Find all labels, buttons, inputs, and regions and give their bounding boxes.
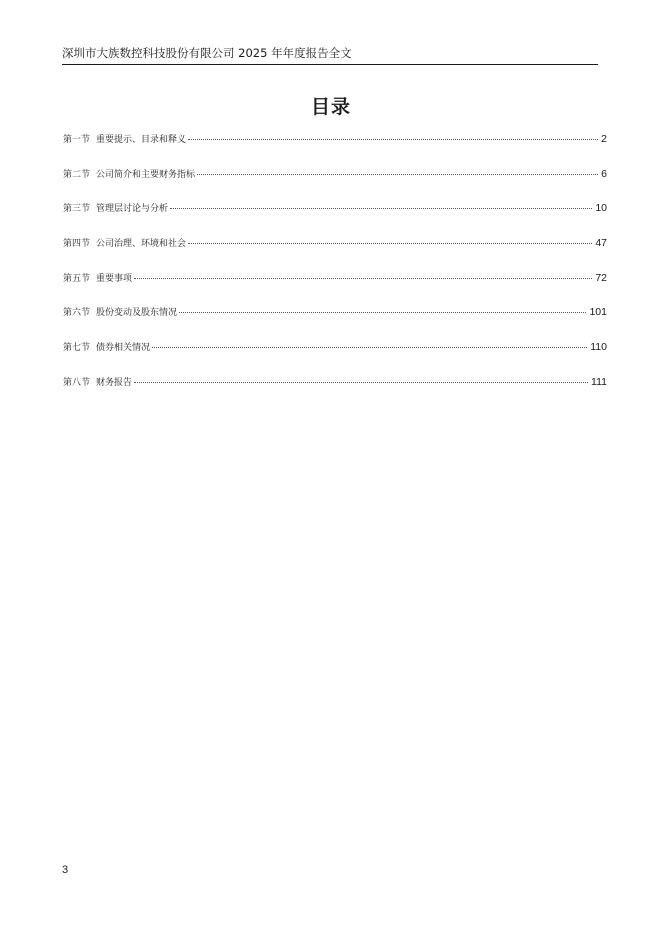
page-header (62, 46, 598, 65)
toc-section-heading: 公司简介和主要财务指标 (96, 169, 196, 180)
report-title: 深圳市大族数控科技股份有限公司 2025 年年度报告全文 (62, 46, 352, 60)
toc-page-number: 47 (595, 237, 607, 250)
toc-dot-leader (179, 312, 586, 313)
toc-section-number: 第八节 (63, 377, 91, 388)
toc-entry[interactable] (63, 305, 607, 340)
toc-section-number: 第一节 (63, 135, 91, 145)
toc-entry[interactable] (63, 271, 607, 306)
toc-page-number: 110 (590, 341, 607, 354)
toc-section-heading: 管理层讨论与分析 (96, 204, 169, 215)
toc-section-heading: 债券相关情况 (96, 343, 151, 354)
toc-section-number: 第五节 (63, 273, 91, 284)
toc-dot-leader (134, 278, 592, 279)
toc-section-heading: 股份变动及股东情况 (96, 308, 178, 319)
toc-dot-leader (170, 208, 592, 209)
toc-section-number: 第七节 (63, 343, 91, 354)
toc-page-number: 101 (589, 306, 607, 319)
toc-list (63, 132, 607, 410)
toc-entry[interactable] (63, 236, 607, 271)
toc-section-number: 第三节 (63, 204, 91, 215)
page-number: 3 (62, 864, 69, 876)
toc-section-heading: 重要事项 (96, 273, 133, 284)
toc-dot-leader (134, 382, 588, 383)
toc-section-heading: 财务报告 (96, 377, 133, 388)
toc-title: 目录 (310, 96, 351, 118)
toc-page-number: 72 (595, 271, 607, 284)
toc-dot-leader (188, 139, 598, 140)
toc-entry[interactable] (63, 132, 607, 167)
toc-section-heading: 公司治理、环境和社会 (96, 239, 187, 250)
toc-dot-leader (152, 347, 587, 348)
toc-page-number: 6 (601, 167, 607, 180)
toc-section-number: 第六节 (63, 308, 91, 319)
toc-dot-leader (197, 174, 598, 175)
toc-dot-leader (188, 243, 592, 244)
toc-entry[interactable] (63, 201, 607, 236)
toc-section-number: 第二节 (63, 169, 91, 180)
toc-page-number: 111 (591, 375, 607, 388)
toc-page-number: 2 (601, 133, 607, 145)
toc-section-number: 第四节 (63, 239, 91, 250)
toc-section-heading: 重要提示、目录和释义 (96, 135, 187, 145)
toc-page-number: 10 (595, 202, 607, 215)
toc-entry[interactable] (63, 340, 607, 375)
toc-entry[interactable] (63, 375, 607, 410)
toc-entry[interactable] (63, 167, 607, 202)
